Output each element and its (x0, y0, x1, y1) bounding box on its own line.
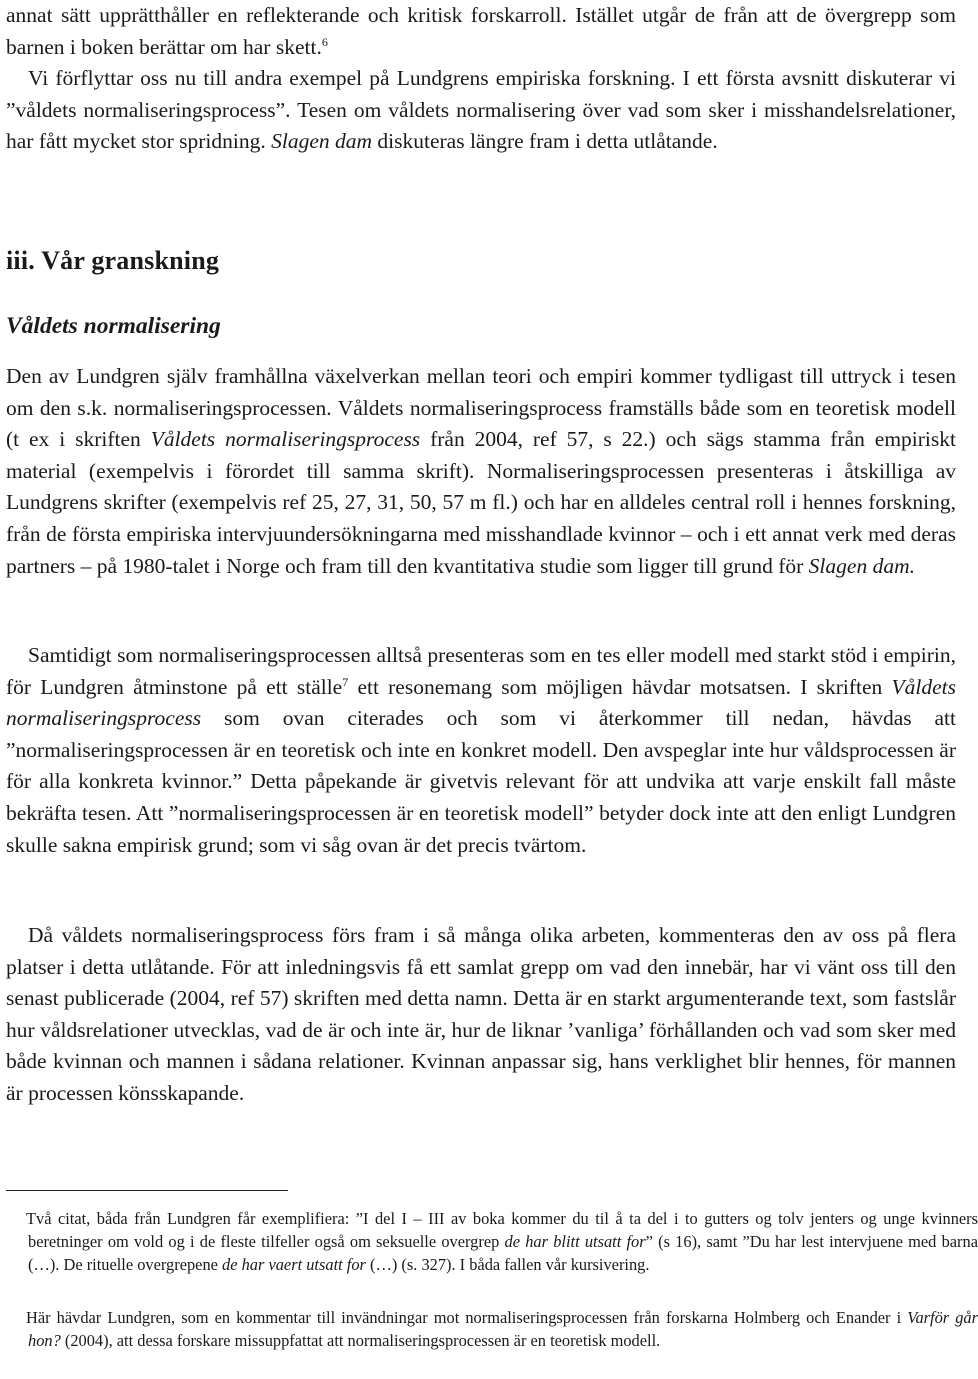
section-heading: iii. Vår granskning (6, 246, 220, 275)
footnote-ref-6[interactable]: 6 (321, 34, 328, 49)
footnote-ref-7[interactable]: 7 (342, 674, 349, 689)
text-segment: Här hävdar Lundgren, som en kommentar till invändningar mot normaliseringsprocessen från forskarna Holmberg och Enander i (26, 1308, 908, 1327)
italic-title: Varför går hon? (28, 1308, 978, 1350)
italic-title: Våldets normaliseringsprocess (150, 427, 421, 452)
italic-title: Våldets normaliseringsprocess (6, 674, 957, 731)
text-segment: från 2004, ref 57, s 22.) och sägs stamma från empiriskt material (exempelvis i förordet till samma skrift). Normaliseringsprocessen presenteras i åtskilliga av Lundgrens skrifter (exempelvis ref 25, 27, 31, 50, 57 m fl.) och har en alldeles central roll i hennes forskning, från de första empiriska intervjuundersökningarna med misshandlade kvinnor – och i ett annat verk med deras partners – på 1980-talet i Norge och fram till den kvantitativa studie som ligger till grund för (6, 427, 956, 578)
text-segment: ett resonemang som möjligen hävdar motsatsen. I skriften (348, 674, 892, 699)
footnote-number (6, 1306, 26, 1329)
footnote-number (6, 1207, 26, 1230)
paragraph-da-valdets (6, 920, 956, 1110)
footnote-6 (6, 1207, 978, 1276)
text-segment: Samtidigt som normaliseringsprocessen alltså presenteras som en tes eller modell med starkt stöd i empirin, för Lundgren åtminstone på ett ställe (6, 643, 956, 699)
text-segment: annat sätt upprätthåller en reflekterande och kritisk forskarroll. Istället utgår de från att de övergrepp som barnen i boken berättar om har skett. (6, 3, 956, 59)
text-segment: Då våldets normaliseringsprocess förs fram i så många olika arbeten, kommenteras den av oss på flera platser i detta utlåtande. För att inledningsvis få ett samlat grepp om vad den innebär, har vi vänt oss till den senast publicerade (2004, ref 57) skriften med detta namn. Detta är en starkt argumenterande text, som fastslår hur våldsrelationer utvecklas, vad de är och inte är, hur de liknar ’vanliga’ förhållanden och vad som sker med både kvinnan och mannen i sådana relationer. Kvinnan anpassar sig, hans verklighet blir hennes, för mannen är processen könsskapande. (6, 923, 956, 1105)
italic-quote: de har blitt utsatt for (504, 1232, 646, 1251)
text-segment: (2004), att dessa forskare missuppfattat att normaliseringsprocessen är en teoretisk modell. (60, 1331, 661, 1350)
italic-title: Slagen dam (271, 129, 373, 154)
text-segment: Två citat, båda från Lundgren får exemplifiera: ”I del I – III av boka kommer du til å ta del i to gutters og tolv jenters og unge kvinners beretninger om vold og i de fleste tilfeller også om seksuelle overgrep (26, 1209, 978, 1251)
paragraph-samtidigt (6, 640, 956, 861)
footnote-divider (6, 1190, 288, 1191)
paragraph-intro (6, 0, 956, 158)
subsection-heading: Våldets normalisering (6, 313, 221, 339)
text-segment: Den av Lundgren själv framhållna växelverkan mellan teori och empiri kommer tydligast till uttryck i tesen om den s.k. normaliseringsprocessen. Våldets normaliseringsprocess framställs både som en teoretisk modell (t ex i skriften (6, 364, 956, 452)
text-segment: ” (s 16), samt ”Du har lest intervjuene med barna (…). De rituelle overgrepene (28, 1232, 978, 1274)
text-segment: Vi förflyttar oss nu till andra exempel på Lundgrens empiriska forskning. I ett första avsnitt diskuterar vi ”våldets normaliseringsprocess”. Tesen om våldets normalisering över vad som sker i misshandelsrelationer, har fått mycket stor spridning. (6, 66, 956, 154)
footnote-7 (6, 1306, 978, 1352)
paragraph-normalisering (6, 361, 956, 582)
italic-quote: de har vaert utsatt for (222, 1255, 366, 1274)
text-segment: diskuteras längre fram i detta utlåtande. (372, 129, 718, 154)
italic-title: Slagen dam. (808, 553, 915, 578)
text-segment: (…) (s. 327). I båda fallen vår kursivering. (365, 1255, 650, 1274)
text-segment: som ovan citerades och som vi återkommer till nedan, hävdas att ”normaliseringsprocessen är en teoretisk och inte en konkret modell. Den avspeglar inte hur våldsprocessen är för alla konkreta kvinnor.” Detta påpekande är givetvis relevant för att undvika att varje enskilt fall måste bekräfta tesen. Att ”normaliseringsprocessen är en teoretisk modell” betyder dock inte att den enligt Lundgren skulle sakna empirisk grund; som vi såg ovan är det precis tvärtom. (6, 706, 956, 857)
